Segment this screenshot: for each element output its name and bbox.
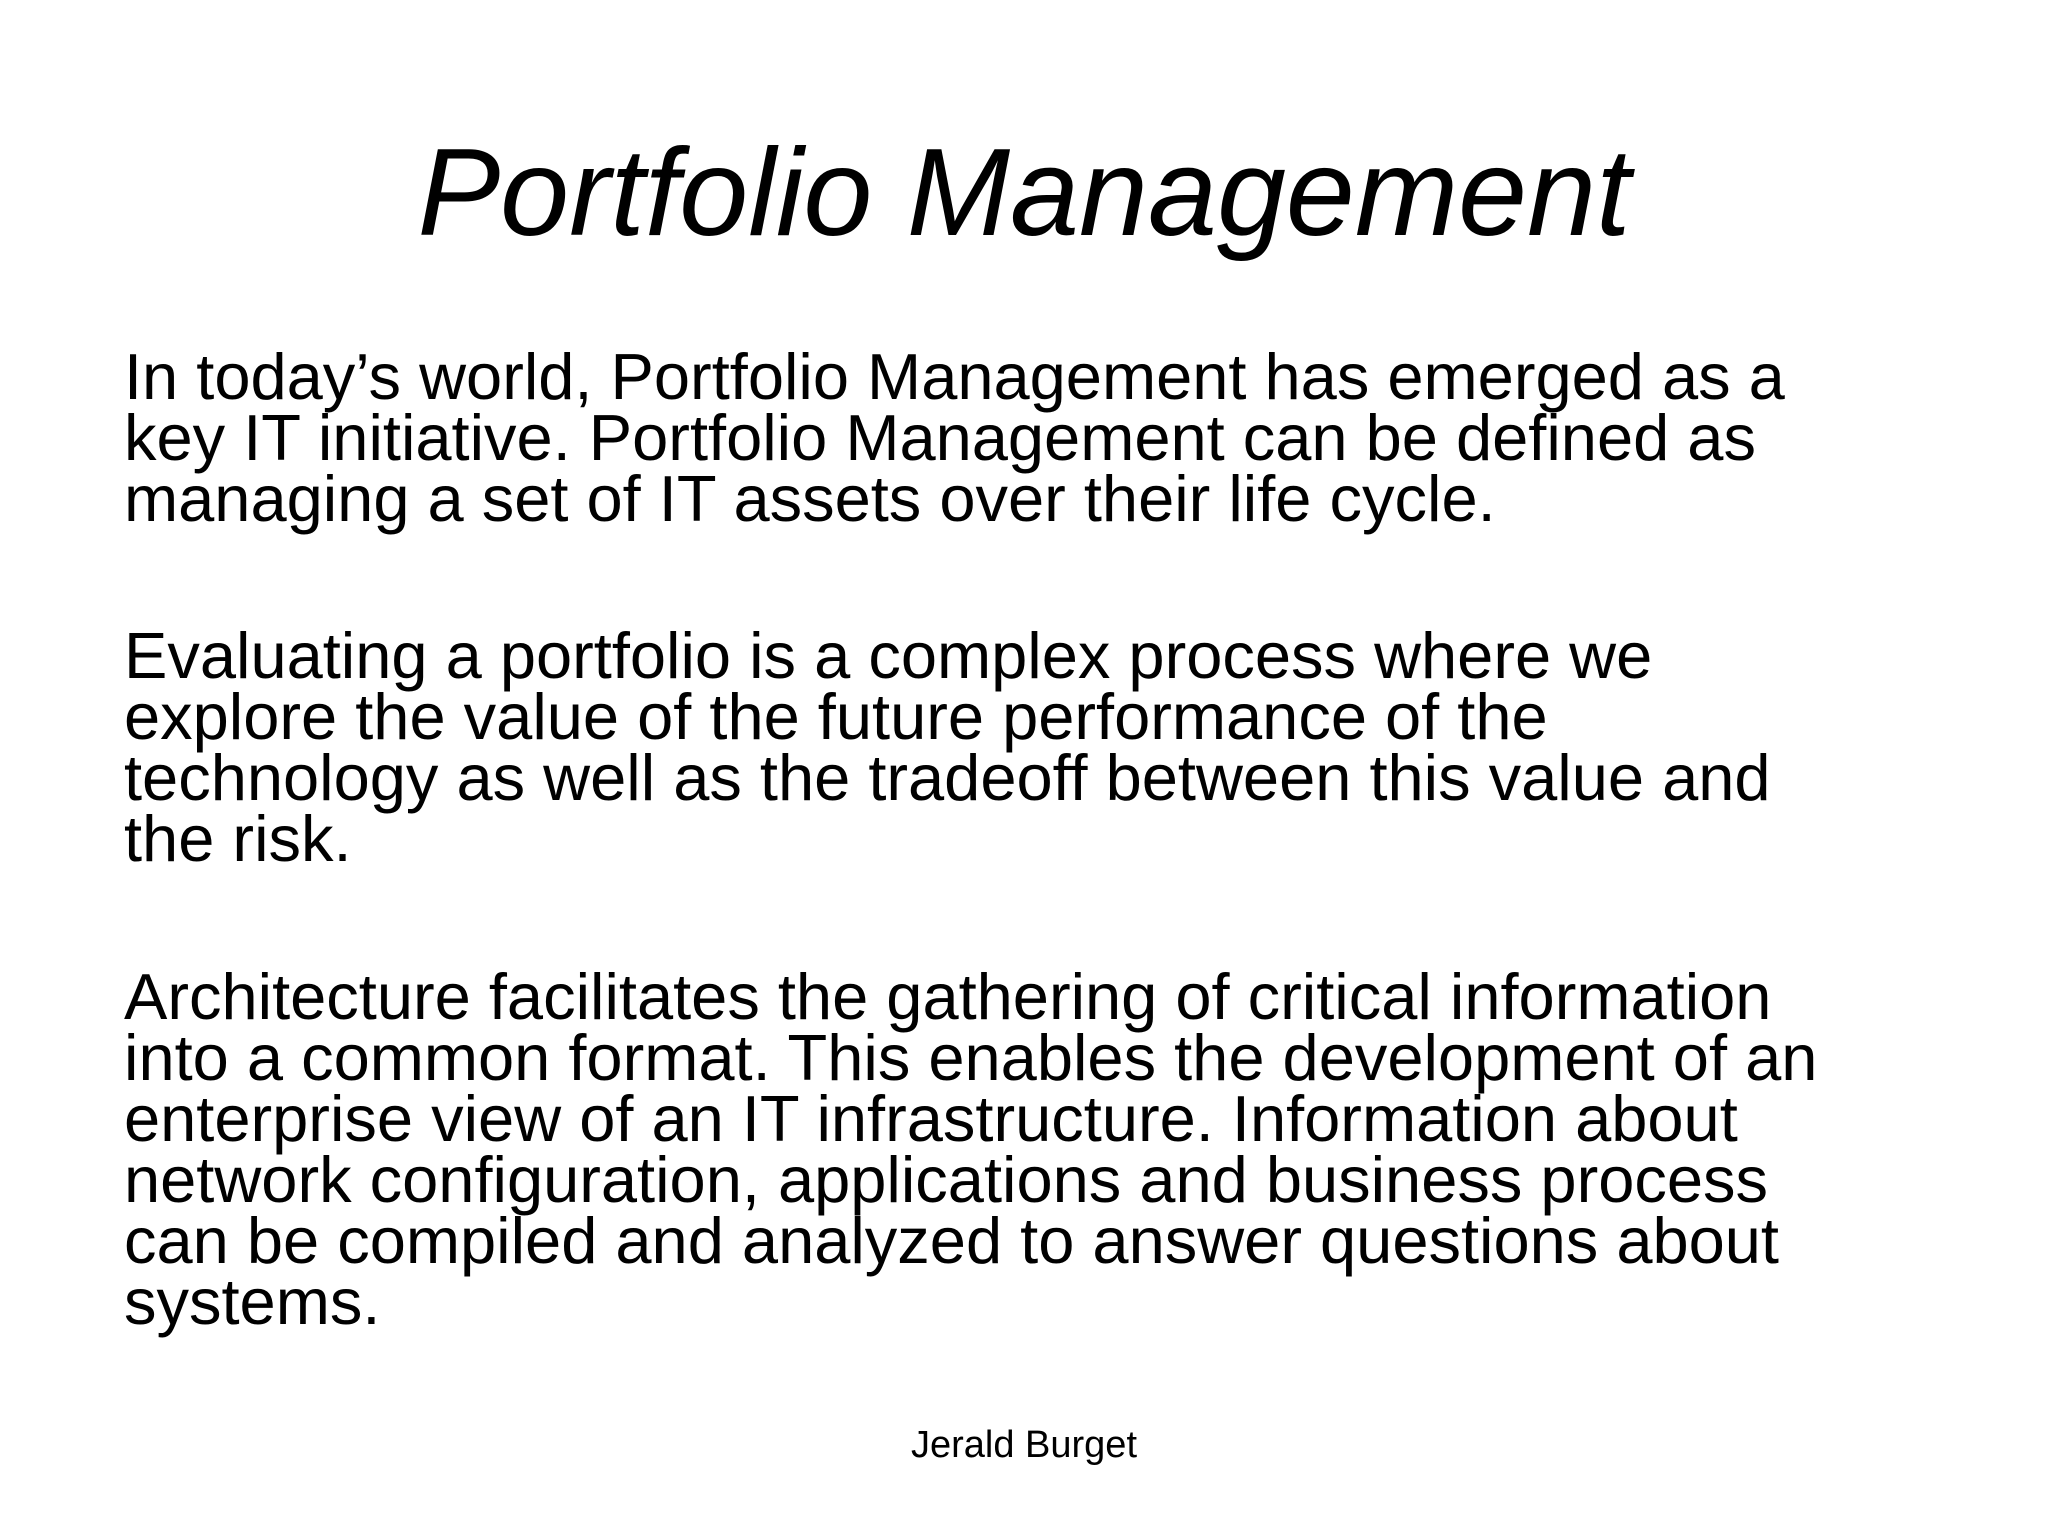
- paragraph-portfolio-definition: In today’s world, Portfolio Management has emerged as a key IT initiative. Portfolio Management can be defined as managing a set of IT assets over their life cycle.: [124, 340, 1785, 535]
- slide-footer-author: Jerald Burget: [910, 1424, 1137, 1466]
- paragraph-portfolio-evaluation: Evaluating a portfolio is a complex process where we explore the value of the future performance of the technology as well as the tradeoff between this value and the risk.: [124, 619, 1771, 875]
- slide-title: Portfolio Management: [417, 124, 1631, 262]
- paragraph-architecture: Architecture facilitates the gathering of critical information into a common format. This enables the development of an enterprise view of an IT infrastructure. Information about network configuration, applications and business process can be compiled and analyzed to answer questions about systems.: [124, 960, 1818, 1338]
